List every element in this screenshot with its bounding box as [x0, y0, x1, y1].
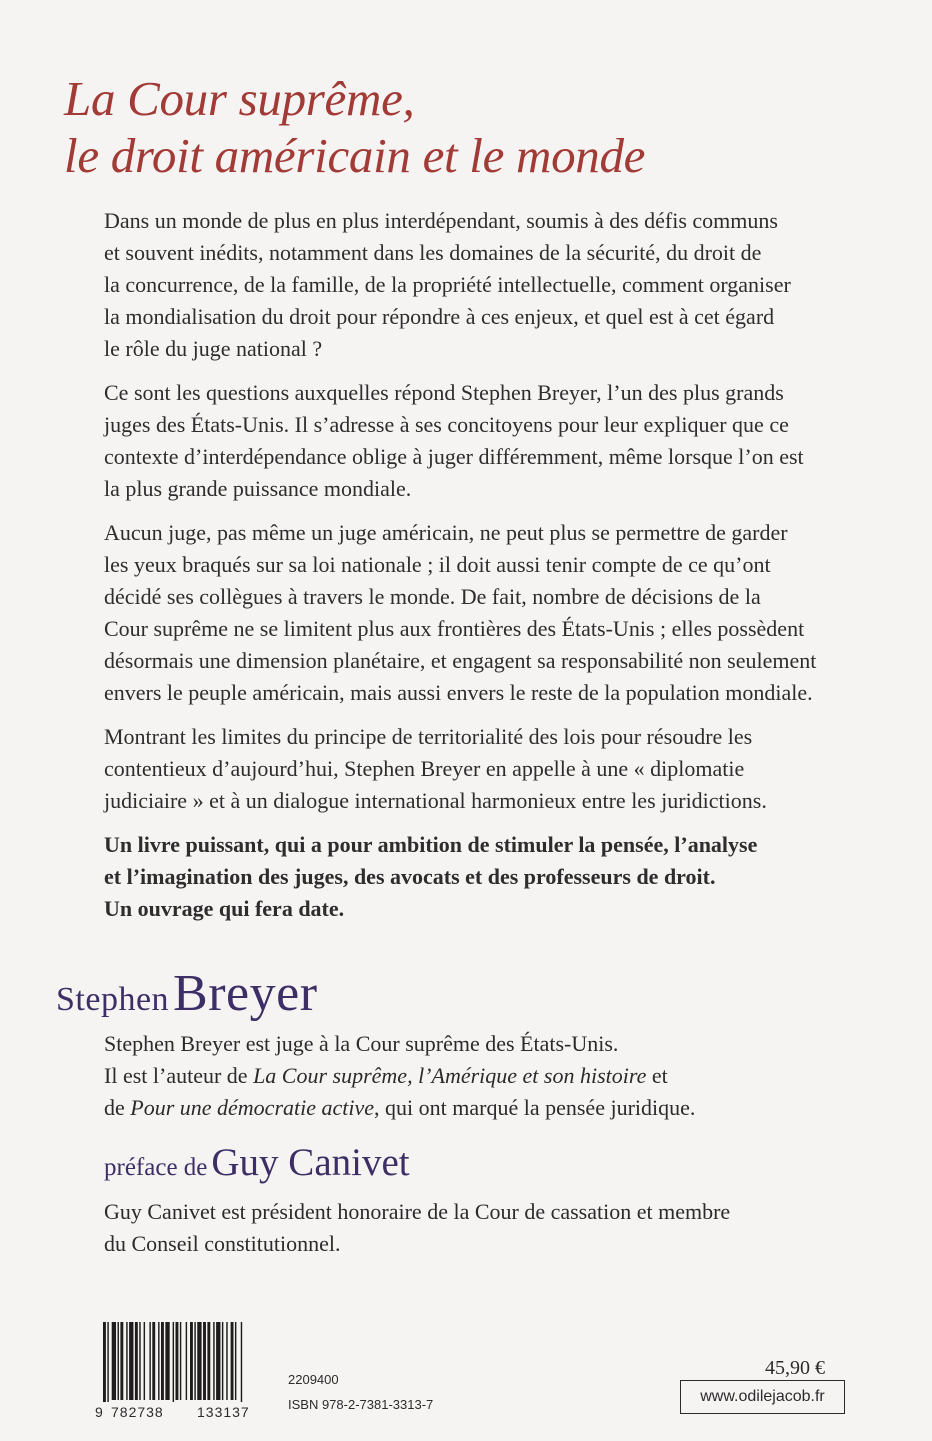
- text-line: Montrant les limites du principe de territorialité des lois pour résoudre les: [104, 724, 753, 749]
- publisher-website[interactable]: www.odilejacob.fr: [680, 1380, 845, 1414]
- text-line: Ce sont les questions auxquelles répond Stephen Breyer, l’un des plus grands: [104, 380, 784, 405]
- barcode-bars: [97, 1322, 277, 1402]
- barcode-bar: [231, 1322, 234, 1400]
- text-line: Guy Canivet est président honoraire de la Cour de cassation et membre: [104, 1199, 731, 1224]
- text-segment: , qui ont marqué la pensée juridique.: [374, 1095, 696, 1120]
- blurb-paragraph-4: [104, 721, 884, 817]
- barcode-bar: [129, 1322, 133, 1400]
- blurb-paragraph-2: [104, 377, 884, 505]
- barcode-digits-left: 782738: [111, 1404, 164, 1420]
- barcode-bar: [194, 1322, 195, 1400]
- barcode-bar: [135, 1322, 138, 1400]
- barcode-bar: [173, 1322, 174, 1402]
- barcode-bar: [103, 1322, 106, 1402]
- text-line: Dans un monde de plus en plus interdépendant, soumis à des défis communs: [104, 208, 778, 233]
- text-line: désormais une dimension planétaire, et engagent sa responsabilité non seulement: [104, 648, 817, 673]
- barcode-bar: [107, 1322, 108, 1402]
- barcode-bar: [149, 1322, 150, 1400]
- barcode-bar: [158, 1322, 159, 1400]
- barcode-bar: [216, 1322, 220, 1400]
- text-line: juges des États-Unis. Il s’adresse à ses concitoyens pour leur expliquer que ce: [104, 412, 789, 437]
- barcode-bar: [112, 1322, 116, 1400]
- barcode-digit-first: 9: [95, 1404, 103, 1420]
- author-name: [56, 964, 318, 1023]
- text-line: Aucun juge, pas même un juge américain, ne peut plus se permettre de garder: [104, 520, 788, 545]
- barcode-bar: [118, 1322, 119, 1400]
- barcode-bar: [165, 1322, 169, 1400]
- product-code: 2209400: [288, 1372, 339, 1387]
- barcode-bar: [186, 1322, 187, 1400]
- title-line-2: le droit américain et le monde: [64, 128, 646, 183]
- text-line: judiciaire » et à un dialogue international harmonieux entre les juridictions.: [104, 788, 767, 813]
- barcode-bar: [203, 1322, 206, 1400]
- barcode-bar: [176, 1322, 179, 1400]
- text-line: la concurrence, de la famille, de la propriété intellectuelle, comment organiser: [104, 272, 791, 297]
- blurb: [104, 205, 884, 937]
- preface-author-bio: [104, 1196, 884, 1260]
- barcode-bar: [235, 1322, 236, 1400]
- barcode-bar: [139, 1322, 140, 1400]
- book-reference: Pour une démocratie active: [130, 1095, 375, 1120]
- text-line: du Conseil constitutionnel.: [104, 1231, 341, 1256]
- text-line: et l’imagination des juges, des avocats et des professeurs de droit.: [104, 864, 716, 889]
- barcode-bar: [180, 1322, 181, 1400]
- barcode-bar: [197, 1322, 201, 1400]
- text-line: Cour suprême ne se limitent plus aux frontières des États-Unis ; elles possèdent: [104, 616, 805, 641]
- barcode-bar: [226, 1322, 227, 1400]
- barcode-digits-right: 133137: [197, 1404, 250, 1420]
- isbn: ISBN 978-2-7381-3313-7: [288, 1397, 434, 1412]
- author-bio: [104, 1028, 884, 1124]
- text-line: et souvent inédits, notamment dans les domaines de la sécurité, du droit de: [104, 240, 762, 265]
- text-line: Un ouvrage qui fera date.: [104, 896, 345, 921]
- author-first-name: Stephen: [56, 981, 170, 1018]
- author-last-name: Breyer: [173, 965, 318, 1022]
- text-line: Stephen Breyer est juge à la Cour suprême des États-Unis.: [104, 1031, 619, 1056]
- text-line: Un livre puissant, qui a pour ambition de stimuler la pensée, l’analyse: [104, 832, 758, 857]
- text-segment: Il est l’auteur de: [104, 1063, 254, 1088]
- barcode-bar: [152, 1322, 155, 1400]
- barcode-bar: [144, 1322, 145, 1400]
- text-line: décidé ses collègues à travers le monde. De fait, nombre de décisions de la: [104, 584, 761, 609]
- text-segment: et: [646, 1063, 668, 1088]
- barcode-bar: [241, 1322, 242, 1402]
- title-line-1: La Cour suprême,: [64, 71, 415, 126]
- barcode-bar: [190, 1322, 193, 1400]
- text-line: contexte d’interdépendance oblige à juger différemment, même lorsque l’on est: [104, 444, 804, 469]
- text-line: la mondialisation du droit pour répondre à ces enjeux, et quel est à cet égard: [104, 304, 775, 329]
- text-segment: de: [104, 1095, 131, 1120]
- blurb-paragraph-1: [104, 205, 884, 365]
- barcode-bar: [207, 1322, 210, 1400]
- text-line: contentieux d’aujourd’hui, Stephen Breyer en appelle à une « diplomatie: [104, 756, 745, 781]
- book-title: [64, 70, 645, 184]
- barcode-bar: [120, 1322, 123, 1400]
- barcode-bar: [213, 1322, 214, 1400]
- barcode-bar: [126, 1322, 127, 1400]
- barcode-bar: [161, 1322, 164, 1400]
- text-line: [104, 1092, 884, 1124]
- preface-credit: [104, 1140, 410, 1185]
- blurb-highlight: [104, 829, 884, 925]
- text-line: envers le peuple américain, mais aussi envers le reste de la population mondiale.: [104, 680, 813, 705]
- text-line: le rôle du juge national ?: [104, 336, 323, 361]
- preface-prefix: préface de: [104, 1154, 208, 1181]
- book-reference: La Cour suprême, l’Amérique et son histoire: [253, 1063, 647, 1088]
- barcode-bar: [222, 1322, 223, 1400]
- text-line: [104, 1060, 884, 1092]
- barcode: [97, 1322, 277, 1422]
- text-line: les yeux braqués sur sa loi nationale ; il doit aussi tenir compte de ce qu’ont: [104, 552, 771, 577]
- blurb-paragraph-3: [104, 517, 884, 709]
- preface-author-name: Guy Canivet: [211, 1141, 410, 1184]
- price: 45,90 €: [765, 1357, 825, 1379]
- text-line: la plus grande puissance mondiale.: [104, 476, 412, 501]
